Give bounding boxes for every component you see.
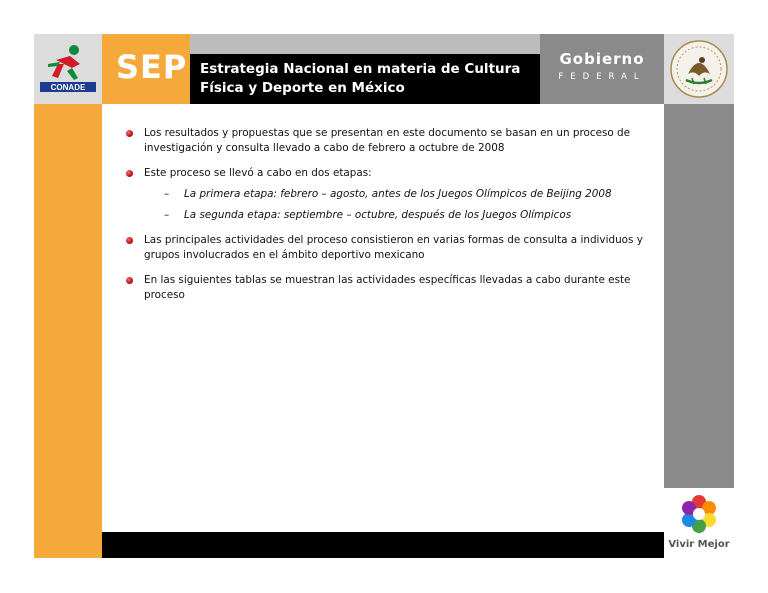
gobierno-federal-logo (540, 34, 664, 104)
bullet-icon (126, 237, 133, 244)
mexican-eagle-seal-icon (664, 34, 734, 104)
header-gray-strip (190, 34, 540, 54)
vivir-mejor-logo (664, 488, 734, 558)
bottom-black-bar (102, 532, 664, 558)
list-item (122, 233, 652, 263)
list-item (122, 273, 652, 303)
vivir-mejor-flower-icon (664, 488, 734, 538)
conade-logo (34, 34, 102, 104)
list-item (122, 166, 652, 223)
dash-icon: – (164, 209, 170, 221)
sep-logo (102, 34, 190, 104)
header-title-block (190, 54, 540, 104)
sub-list-item (144, 187, 652, 202)
right-gray-bar (664, 104, 734, 488)
vivir-mejor-label: Vivir Mejor (668, 539, 730, 550)
seal-area (664, 34, 734, 104)
dash-icon: – (164, 188, 170, 200)
sub-list-item (144, 208, 652, 223)
conade-runner-icon (34, 34, 102, 104)
bullet-text: Las principales actividades del proceso consistieron en varias formas de consulta a individuos y grupos involucrados en el ámbito deportivo mexicano (144, 234, 643, 261)
bullet-text: En las siguientes tablas se muestran las actividades específicas llevadas a cabo durante este proceso (144, 274, 631, 301)
bullet-text: Este proceso se llevó a cabo en dos etapas: (144, 167, 372, 179)
bullet-icon (126, 277, 133, 284)
gobierno-subtitle: FEDERAL (558, 72, 646, 82)
page-title-line2: Física y Deporte en México (200, 80, 405, 96)
content-area (122, 126, 652, 313)
list-item (122, 126, 652, 156)
page-title-line1: Estrategia Nacional en materia de Cultura (200, 61, 521, 77)
bullet-text: Los resultados y propuestas que se presentan en este documento se basan en un proceso de investigación y consulta llevado a cabo de febrero a octubre de 2008 (144, 127, 631, 154)
left-orange-bar (34, 104, 102, 558)
bullet-icon (126, 170, 133, 177)
conade-label: CONADE (50, 83, 86, 92)
slide (34, 34, 734, 558)
sep-label: SEP (116, 48, 188, 86)
sub-item-text: La segunda etapa: septiembre – octubre, después de los Juegos Olímpicos (184, 209, 572, 221)
bullet-icon (126, 130, 133, 137)
sub-item-text: La primera etapa: febrero – agosto, antes de los Juegos Olímpicos de Beijing 2008 (184, 188, 612, 200)
gobierno-title: Gobierno (559, 50, 645, 68)
